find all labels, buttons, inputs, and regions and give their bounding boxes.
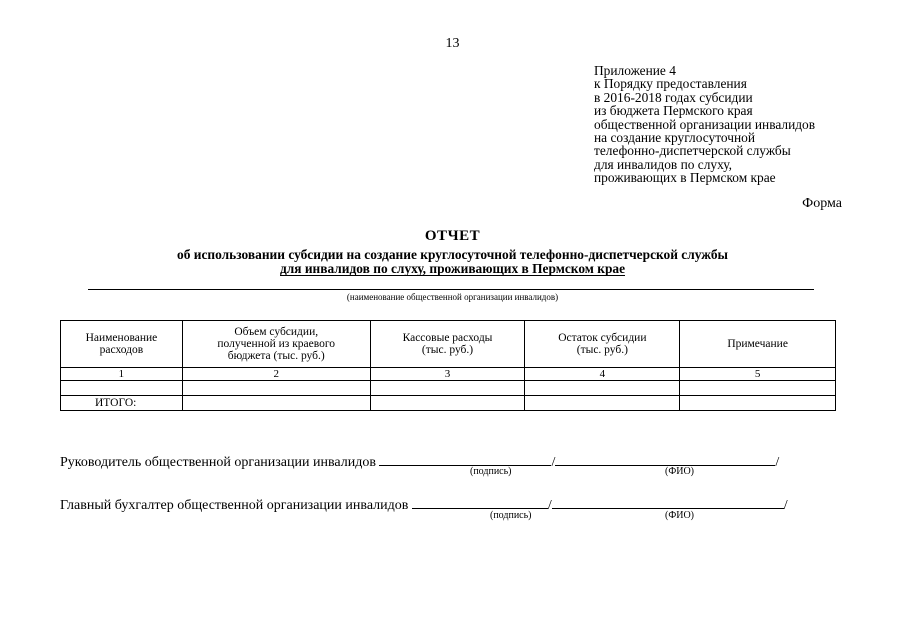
report-table bbox=[60, 320, 836, 411]
column-number: 3 bbox=[370, 368, 525, 381]
total-label: ИТОГО: bbox=[61, 396, 183, 411]
subtitle-line-1: об использовании субсидии на создание круглосуточной телефонно-диспетчерской службы bbox=[177, 247, 728, 262]
column-number: 4 bbox=[525, 368, 680, 381]
separator: / bbox=[783, 498, 788, 513]
table-cell bbox=[525, 396, 680, 411]
accountant-signature-field bbox=[412, 494, 548, 509]
head-signature-field bbox=[379, 451, 551, 466]
table-total-row bbox=[61, 396, 836, 411]
appendix-line: телефонно-диспетчерской службы bbox=[594, 143, 791, 159]
appendix-block bbox=[594, 64, 815, 185]
column-number: 1 bbox=[61, 368, 183, 381]
table-row bbox=[61, 381, 836, 396]
page-number: 13 bbox=[445, 36, 460, 51]
accountant-label: Главный бухгалтер общественной организации инвалидов bbox=[60, 498, 409, 513]
header-cell: Объем субсидии, полученной из краевого бюджета (тыс. руб.) bbox=[182, 321, 370, 368]
appendix-line: из бюджета Пермского края bbox=[594, 103, 753, 119]
appendix-line: в 2016-2018 годах субсидии bbox=[594, 89, 753, 105]
appendix-line: к Порядку предоставления bbox=[594, 76, 747, 92]
appendix-line: общественной организации инвалидов bbox=[594, 116, 816, 132]
appendix-line: Приложение 4 bbox=[594, 63, 676, 78]
appendix-line: проживающих в Пермском крае bbox=[594, 170, 776, 186]
report-title: ОТЧЕТ bbox=[424, 228, 481, 244]
table-cell bbox=[182, 381, 370, 396]
header-cell: Кассовые расходы (тыс. руб.) bbox=[370, 321, 525, 368]
header-cell: Примечание bbox=[680, 321, 836, 368]
header-cell: Наименование расходов bbox=[61, 321, 183, 368]
head-name-field bbox=[555, 451, 775, 466]
column-number: 2 bbox=[182, 368, 370, 381]
appendix-line: для инвалидов по слуху, bbox=[594, 156, 732, 172]
table-cell bbox=[370, 396, 525, 411]
table-header-row bbox=[61, 321, 836, 368]
accountant-name-caption: (ФИО) bbox=[665, 510, 695, 521]
head-signature-caption: (подпись) bbox=[470, 466, 512, 477]
separator: / bbox=[551, 455, 556, 470]
separator: / bbox=[547, 498, 552, 513]
header-cell: Остаток субсидии (тыс. руб.) bbox=[525, 321, 680, 368]
table-cell bbox=[370, 381, 525, 396]
table-cell bbox=[61, 381, 183, 396]
table-cell bbox=[182, 396, 370, 411]
form-label: Форма bbox=[802, 196, 842, 211]
table-cell bbox=[680, 396, 836, 411]
subtitle-line-2: для инвалидов по слуху, проживающих в Пермском крае bbox=[279, 261, 626, 276]
table-cell bbox=[680, 381, 836, 396]
appendix-line: на создание круглосуточной bbox=[594, 130, 756, 146]
org-name-line bbox=[88, 289, 814, 290]
table-number-row bbox=[61, 368, 836, 381]
report-subtitle bbox=[0, 248, 905, 276]
head-label: Руководитель общественной организации инвалидов bbox=[60, 455, 376, 470]
table-cell bbox=[525, 381, 680, 396]
accountant-name-field bbox=[552, 494, 784, 509]
separator: / bbox=[775, 455, 780, 470]
accountant-signature-caption: (подпись) bbox=[490, 510, 532, 521]
column-number: 5 bbox=[680, 368, 836, 381]
org-name-caption: (наименование общественной организации инвалидов) bbox=[346, 292, 559, 302]
head-name-caption: (ФИО) bbox=[665, 466, 695, 477]
